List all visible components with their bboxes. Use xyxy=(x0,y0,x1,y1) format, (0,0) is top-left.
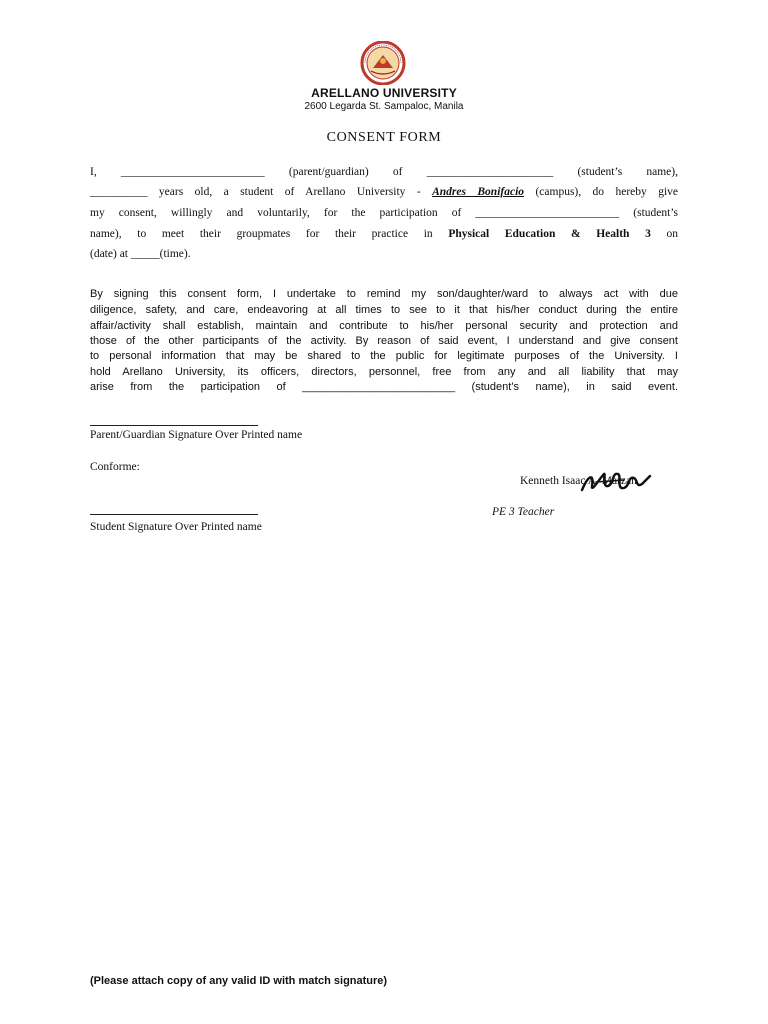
paragraph1-line2 xyxy=(90,186,678,198)
paragraph2-line: to personal information that may be shared to the public for legitimate purposes of the University. I xyxy=(90,350,678,362)
text-span: (campus), do hereby give xyxy=(524,186,678,198)
footnote: (Please attach copy of any valid ID with match signature) xyxy=(90,975,388,987)
university-address: 2600 Legarda St. Sampaloc, Manila xyxy=(304,101,464,112)
campus-name: Andres Bonifacio xyxy=(432,186,525,198)
university-name: ARELLANO UNIVERSITY xyxy=(311,86,457,100)
paragraph2-line: hold Arellano University, its officers, directors, personnel, free from any and all liability that may xyxy=(90,366,678,378)
parent-signature-line[interactable] xyxy=(90,425,258,426)
teacher-role: PE 3 Teacher xyxy=(492,506,555,518)
teacher-signature-icon xyxy=(578,466,654,498)
text-span: __________ years old, a student of Arellano University - xyxy=(90,186,433,198)
page-title: CONSENT FORM xyxy=(326,130,442,145)
student-signature-label: Student Signature Over Printed name xyxy=(90,521,262,533)
parent-signature-label: Parent/Guardian Signature Over Printed name xyxy=(90,429,303,441)
paragraph1-line3: my consent, willingly and voluntarily, for the participation of _________________________ (student’s xyxy=(90,207,678,219)
paragraph2-line: affair/activity shall establish, maintain and contribute to his/her personal security and protection and xyxy=(90,320,678,332)
university-seal-logo xyxy=(351,41,415,85)
subject-name: Physical Education & Health 3 xyxy=(448,228,651,240)
paragraph2-line: those of the other participants of the activity. By reason of said event, I understand and give consent xyxy=(90,335,678,347)
paragraph2-line: diligence, safety, and care, endeavoring at all times to see to it that his/her conduct during the entire xyxy=(90,304,678,316)
conforme-label: Conforme: xyxy=(90,461,140,473)
paragraph1-line1: I, _________________________ (parent/guardian) of ______________________ (student’s name), xyxy=(90,166,678,178)
paragraph1-line5: (date) at _____(time). xyxy=(90,248,191,260)
paragraph1-line4 xyxy=(90,228,678,240)
text-span: name), to meet their groupmates for their practice in xyxy=(90,228,449,240)
paragraph2-line: arise from the participation of _________________________ (student’s name), in said event. xyxy=(90,381,678,393)
text-span: on xyxy=(650,228,678,240)
student-signature-line[interactable] xyxy=(90,514,258,515)
paragraph2-line: By signing this consent form, I undertake to remind my son/daughter/ward to always act with due xyxy=(90,288,678,300)
teacher-name: Kenneth Isaac A. Marzan xyxy=(520,475,637,487)
